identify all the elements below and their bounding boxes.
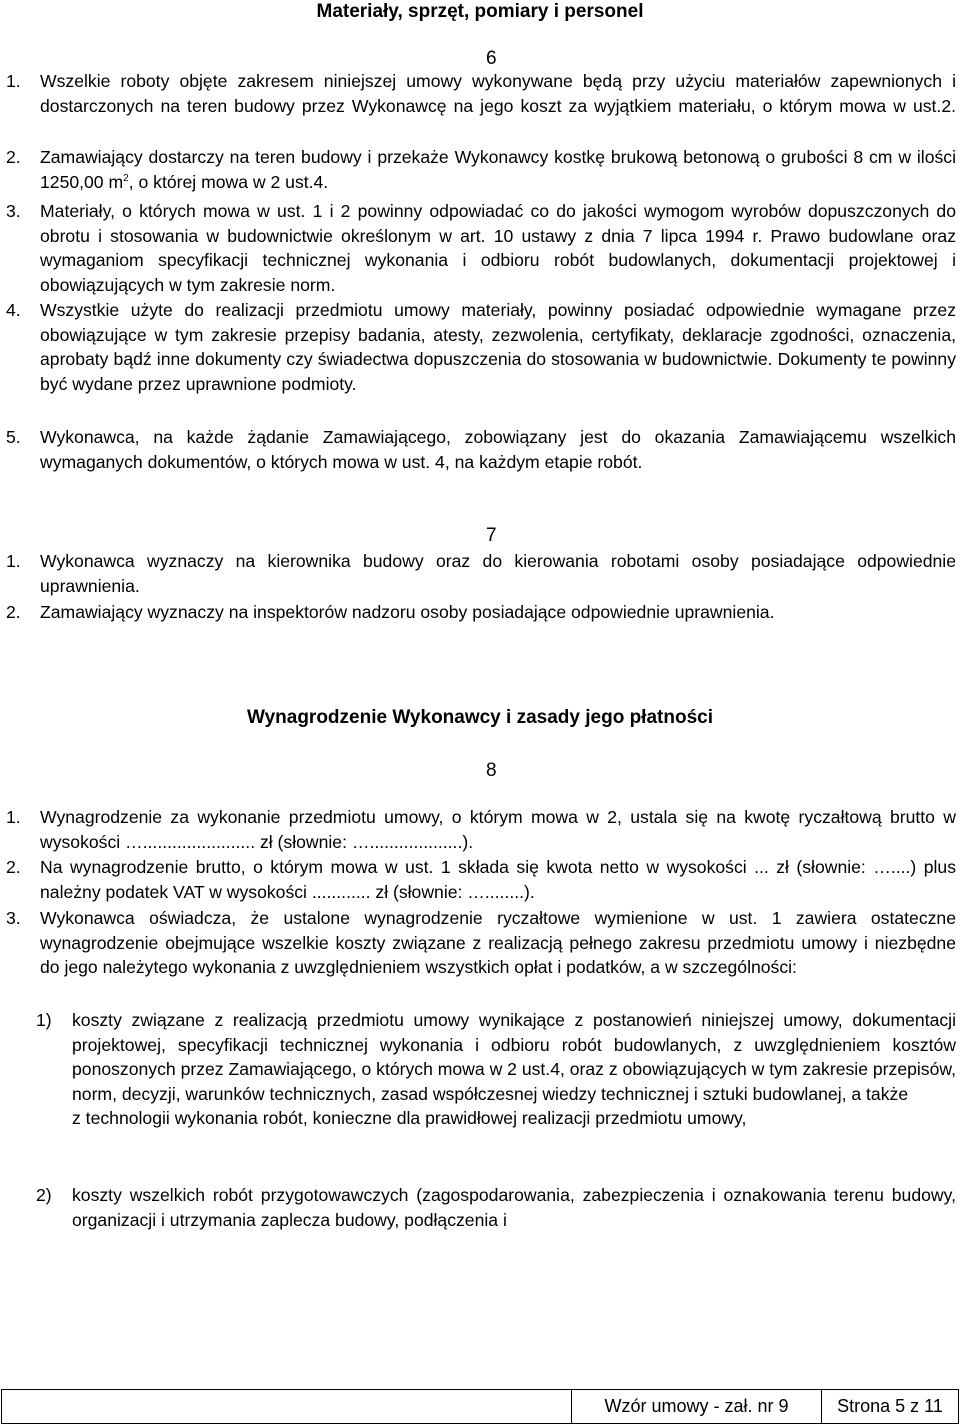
section-title-remuneration: Wynagrodzenie Wykonawcy i zasady jego płatności	[247, 707, 713, 728]
paragraph-number-7: 7	[486, 525, 497, 546]
footer-empty-cell	[2, 1390, 571, 1423]
page-footer	[1, 1389, 959, 1424]
list-item: 3. Materiały, o których mowa w ust. 1 i 2 powinny odpowiadać co do jakości wymogom wyrobów dopuszczonych do obrotu i stosowania w budownictwie określonym w art. 10 ustawy z dnia 7 lipca 1994 r. Prawo budowlane oraz wymaganiom specyfikacji technicznej wykonania i odbioru robót budowlanych, dokumentacji projektowej i obowiązujących w tym zakresie norm.	[6, 201, 956, 295]
footer-page-number: Strona 5 z 11	[821, 1390, 958, 1423]
section-title-materials: Materiały, sprzęt, pomiary i personel	[316, 1, 644, 22]
list-item: 1. Wykonawca wyznaczy na kierownika budowy oraz do kierowania robotami osoby posiadające odpowiednie uprawnienia.	[6, 551, 956, 596]
list-item: 1. Wynagrodzenie za wykonanie przedmiotu umowy, o którym mowa w 2, ustala się na kwotę ryczałtową brutto w wysokości …....................... zł (słownie: …...................).	[6, 807, 956, 852]
list-item: 3. Wykonawca oświadcza, że ustalone wynagrodzenie ryczałtowe wymienione w ust. 1 zawiera ostateczne wynagrodzenie obejmujące wszelkie koszty związane z realizacją pełnego zakresu przedmiotu umowy i niezbędne do jego należytego wykonania z uwzględnieniem wszystkich opłat i podatków, a w szczególności:	[6, 908, 956, 978]
paragraph-number-6: 6	[486, 48, 497, 69]
paragraph-number-8: 8	[486, 760, 497, 781]
list-item: 2. Na wynagrodzenie brutto, o którym mowa w ust. 1 składa się kwota netto w wysokości ... zł (słownie: …....) plus należny podatek VAT w wysokości ............ zł (słownie: …........).	[6, 857, 956, 902]
footer-document-label: Wzór umowy - zał. nr 9	[571, 1390, 821, 1423]
sub-list-item: 2) koszty wszelkich robót przygotowawczych (zagospodarowania, zabezpieczenia i oznakowania terenu budowy, organizacji i utrzymania zaplecza budowy, podłączenia i	[36, 1185, 956, 1230]
list-item: 1. Wszelkie roboty objęte zakresem niniejszej umowy wykonywane będą przy użyciu materiałów zapewnionych i dostarczonych na teren budowy przez Wykonawcę na jego koszt za wyjątkiem materiału, o którym mowa w ust.2.	[6, 71, 956, 116]
list-item: 5. Wykonawca, na każde żądanie Zamawiającego, zobowiązany jest do okazania Zamawiającemu wszelkich wymaganych dokumentów, o których mowa w ust. 4, na każdym etapie robót.	[6, 427, 956, 472]
list-item: 2. Zamawiający dostarczy na teren budowy i przekaże Wykonawcy kostkę brukową betonową o grubości 8 cm w ilości 1250,00 $m^2$, o której mowa w 2 ust.4.	[6, 147, 956, 192]
list-item: 4. Wszystkie użyte do realizacji przedmiotu umowy materiały, powinny posiadać odpowiednie wymagane przez obowiązujące w tym zakresie przepisy badania, atesty, zezwolenia, certyfikaty, deklaracje zgodności, oznaczenia, aprobaty bądź inne dokumenty czy świadectwa dopuszczenia do stosowania w budownictwie. Dokumenty te powinny być wydane przez uprawnione podmioty.	[6, 300, 956, 394]
sub-list-item: 1) koszty związane z realizacją przedmiotu umowy wynikające z postanowień niniejszej umowy, dokumentacji projektowej, specyfikacji technicznej wykonania i odbioru robót budowlanych, z uwzględnieniem kosztów ponoszonych przez Zamawiającego, o których mowa w 2 ust.4, oraz z obowiązujących w tym zakresie przepisów, norm, decyzji, warunków technicznych, zasad współczesnej wiedzy technicznej i sztuki budowlanej, a także z technologii wykonania robót, konieczne dla prawidłowej realizacji przedmiotu umowy,	[36, 1010, 956, 1129]
list-item: 2. Zamawiający wyznaczy na inspektorów nadzoru osoby posiadające odpowiednie uprawnienia.	[6, 602, 775, 622]
